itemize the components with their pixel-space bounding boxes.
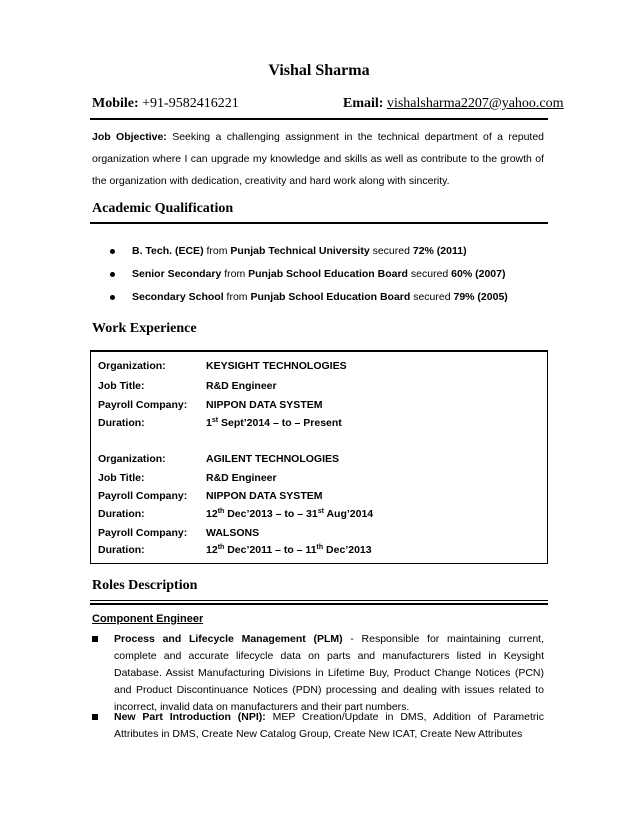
from-text: from	[224, 268, 246, 280]
row-value: AGILENT TECHNOLOGIES	[206, 453, 340, 465]
role-text: - Responsible for maintaining current, complete and accurate lifecycle data on parts and manufacturers listed in Keysight Database. Assist Manufacturing Divisions in Lifetime Buy, Product Change Notices (PCN) and Product Discontinuance Notices (PDN) processing and dealing with issues related to incorrect, invalid data on manufacturers and their part numbers.	[114, 633, 544, 713]
objective-text: Seeking a challenging assignment in the technical department of a reputed organization where I can upgrade my knowledge and skills as well as contribute to the growth of the organization with dedication, creativity and hard work along with sincerity.	[92, 131, 545, 187]
row-value: 12th Dec’2011 – to – 11th Dec’2013	[206, 544, 372, 556]
institution: Punjab School Education Board	[250, 291, 411, 303]
square-bullet-icon	[92, 714, 98, 720]
mobile-line	[92, 96, 239, 112]
institution: Punjab School Education Board	[248, 268, 408, 280]
row-label: Duration:	[98, 417, 145, 429]
roles-divider-top	[90, 600, 548, 601]
role-description	[114, 631, 544, 716]
role-heading: New Part Introduction (NPI):	[114, 711, 266, 723]
institution: Punjab Technical University	[230, 245, 370, 257]
mobile-label: Mobile:	[92, 96, 139, 111]
header-divider	[90, 118, 548, 120]
row-label: Job Title:	[98, 472, 145, 484]
row-label: Payroll Company:	[98, 490, 188, 502]
roles-section-title: Roles Description	[92, 578, 198, 593]
row-value: NIPPON DATA SYSTEM	[206, 399, 323, 411]
row-value: KEYSIGHT TECHNOLOGIES	[206, 360, 347, 372]
role-description	[114, 709, 544, 743]
list-item	[110, 244, 508, 267]
secured-text: secured	[372, 245, 410, 257]
roles-divider-bottom	[90, 603, 548, 605]
objective-label: Job Objective:	[92, 131, 167, 143]
table-row	[98, 417, 538, 437]
list-item	[92, 631, 544, 713]
roles-subtitle: Component Engineer	[92, 613, 204, 625]
row-label: Organization:	[98, 360, 166, 372]
bullet-icon	[110, 272, 115, 277]
row-value: R&D Engineer	[206, 472, 277, 484]
table-row	[98, 380, 538, 400]
row-value: NIPPON DATA SYSTEM	[206, 490, 323, 502]
role-heading: Process and Lifecycle Management (PLM)	[114, 633, 343, 645]
row-label: Duration:	[98, 508, 145, 520]
degree: B. Tech. (ECE)	[132, 245, 204, 257]
academic-divider	[90, 222, 548, 224]
table-row	[98, 544, 538, 564]
from-text: from	[226, 291, 248, 303]
work-section-title: Work Experience	[92, 321, 197, 336]
table-row	[98, 472, 538, 492]
email-line	[343, 96, 564, 112]
row-value: 1st Sept’2014 – to – Present	[206, 417, 342, 429]
list-item	[110, 267, 508, 290]
candidate-name: Vishal Sharma	[268, 62, 370, 79]
table-row	[98, 453, 538, 473]
row-label: Job Title:	[98, 380, 145, 392]
secured-text: secured	[410, 268, 449, 280]
row-label: Duration:	[98, 544, 145, 556]
secured-text: secured	[413, 291, 451, 303]
bullet-icon	[110, 295, 115, 300]
role-text: MEP Creation/Update in DMS, Addition of Parametric Attributes in DMS, Create New Catalog Group, Create New ICAT, Create New Attributes	[114, 711, 544, 740]
from-text: from	[206, 245, 228, 257]
bullet-icon	[110, 249, 115, 254]
email-label: Email:	[343, 96, 384, 111]
table-row	[98, 399, 538, 419]
row-value: R&D Engineer	[206, 380, 277, 392]
table-row	[98, 360, 538, 380]
list-item	[110, 290, 508, 313]
row-label: Payroll Company:	[98, 527, 188, 539]
square-bullet-icon	[92, 636, 98, 642]
degree: Secondary School	[132, 291, 224, 303]
email-link[interactable]: vishalsharma2207@yahoo.com	[386, 96, 564, 111]
row-label: Organization:	[98, 453, 166, 465]
row-label: Payroll Company:	[98, 399, 188, 411]
job-objective	[92, 126, 544, 192]
score: 72% (2011)	[412, 245, 467, 257]
list-item	[92, 709, 544, 745]
score: 60% (2007)	[451, 268, 506, 280]
row-value: WALSONS	[206, 527, 260, 539]
table-row	[98, 490, 538, 510]
degree: Senior Secondary	[132, 268, 222, 280]
score: 79% (2005)	[453, 291, 508, 303]
table-row	[98, 508, 538, 528]
mobile-value: +91-9582416221	[142, 96, 239, 111]
row-value: 12th Dec’2013 – to – 31st Aug’2014	[206, 508, 374, 520]
qualification-list	[110, 244, 508, 313]
academic-section-title: Academic Qualification	[92, 201, 234, 216]
